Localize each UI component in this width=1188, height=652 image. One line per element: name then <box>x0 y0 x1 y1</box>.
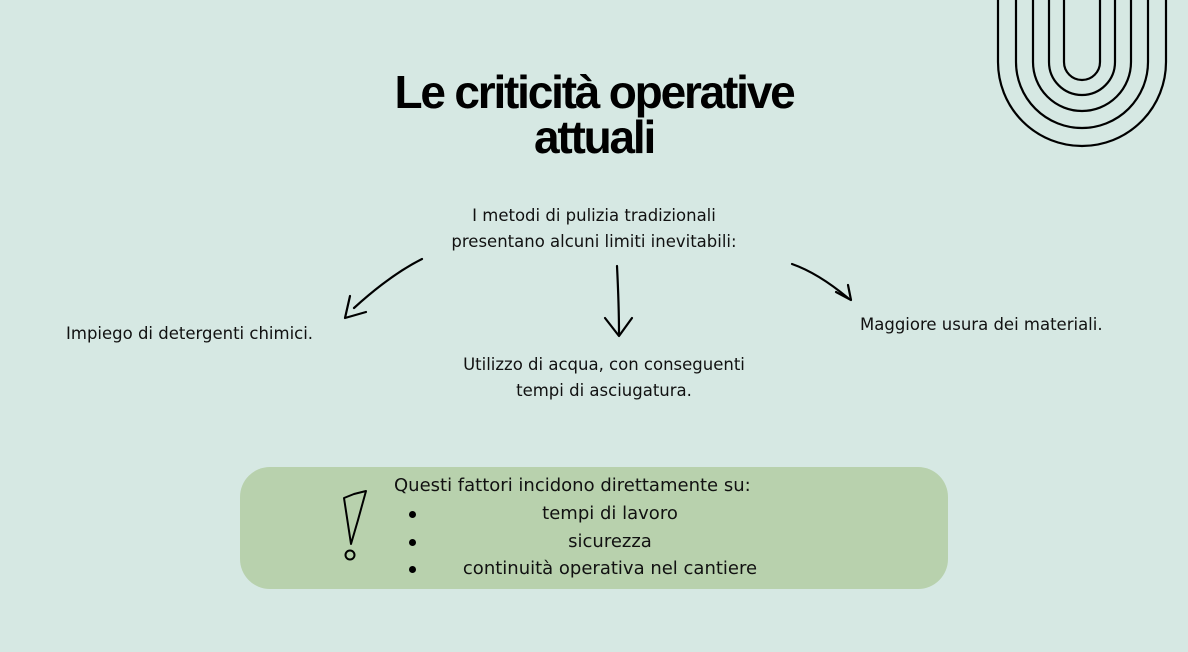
limit-item-water-line-2: tempi di asciugatura. <box>516 381 692 400</box>
intro-line-1: I metodi di pulizia tradizionali <box>472 206 716 225</box>
title-line-1: Le criticità operative <box>394 66 794 118</box>
list-item-label: tempi di lavoro <box>542 503 678 524</box>
bullet-dot <box>409 566 416 573</box>
limit-item-chemicals: Impiego di detergenti chimici. <box>66 324 314 343</box>
list-item <box>400 528 820 556</box>
intro-text <box>394 203 794 255</box>
list-item-label: continuità operativa nel cantiere <box>462 558 758 579</box>
bullet-dot <box>409 539 416 546</box>
list-item <box>400 500 820 528</box>
arrow-right-icon <box>792 264 851 300</box>
limit-item-water-line-1: Utilizzo di acqua, con conseguenti <box>463 355 745 374</box>
limit-item-wear: Maggiore usura dei materiali. <box>860 315 1103 334</box>
intro-line-2: presentano alcuni limiti inevitabili: <box>451 232 737 251</box>
list-item <box>400 555 820 583</box>
arrow-down-icon <box>605 266 632 336</box>
page-title <box>0 66 1188 163</box>
list-item-label: sicurezza <box>568 530 652 552</box>
title-line-2: attuali <box>533 111 655 163</box>
callout-title: Questi fattori incidono direttamente su: <box>394 475 751 496</box>
bullet-dot <box>409 511 416 518</box>
arrow-left-icon <box>345 259 422 318</box>
callout-list <box>400 500 820 583</box>
limit-item-water <box>404 352 804 404</box>
